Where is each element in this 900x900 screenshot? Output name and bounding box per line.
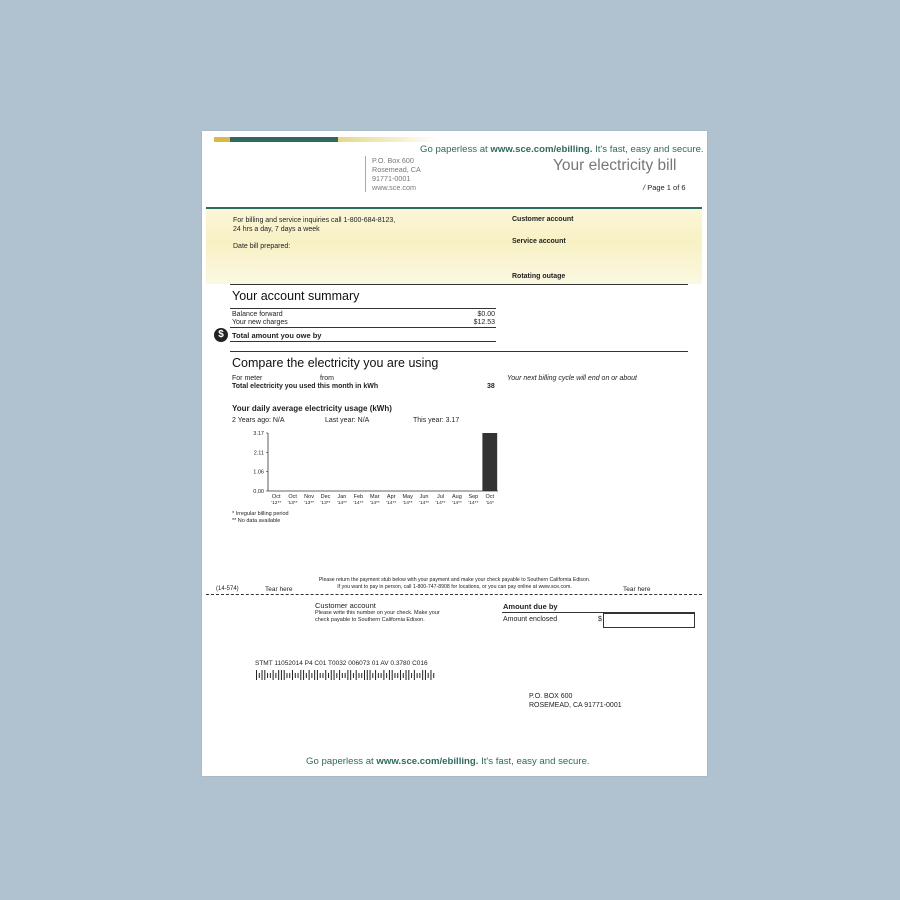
address-line: P.O. Box 600	[372, 156, 414, 165]
x-tick-month: Oct	[271, 494, 281, 500]
barcode-bar	[411, 673, 412, 678]
return-note-line: If you want to pay in person, call 1-800-747-8908 for locations, or you can pay online at www.sce.com.	[337, 583, 572, 590]
total-owe-label: Total amount you owe by	[232, 331, 322, 340]
usage-bar-chart	[230, 429, 500, 511]
x-tick-year: '14**	[386, 501, 397, 506]
barcode-bar	[300, 670, 301, 680]
remit-address-line: ROSEMEAD, CA 91771-0001	[529, 702, 622, 709]
barcode-bar	[383, 670, 384, 680]
y-tick-label: 0.00	[253, 489, 264, 495]
barcode-bar	[370, 670, 371, 680]
remit-address	[529, 692, 622, 710]
barcode-bar	[289, 673, 290, 678]
x-tick-month: Aug	[452, 494, 462, 500]
barcode-bar	[336, 673, 337, 678]
barcode-bar	[286, 673, 287, 678]
barcode-bar	[367, 670, 368, 680]
new-charges-label: Your new charges	[232, 319, 288, 326]
barcode-bar	[303, 670, 304, 680]
barcode-bar	[281, 670, 282, 680]
inquiries-line: For billing and service inquiries call 1-800-684-8123,	[233, 217, 396, 224]
address-divider	[365, 156, 366, 192]
y-tick-label: 2.11	[253, 450, 264, 457]
balance-forward-label: Balance forward	[232, 311, 283, 318]
barcode-bar	[311, 673, 312, 678]
barcode-bar	[322, 673, 323, 678]
balance-forward-value: $0.00	[477, 311, 495, 318]
divider	[230, 351, 688, 352]
barcode-bar	[364, 670, 365, 680]
x-tick-month: Oct	[288, 494, 297, 500]
barcode-bar	[378, 673, 379, 678]
barcode-bar	[417, 673, 418, 678]
barcode-bar	[372, 673, 373, 678]
inquiries-info	[233, 216, 395, 234]
check-note-line: check payable to Southern California Edison.	[315, 616, 425, 623]
address-line: 91771-0001	[372, 174, 411, 183]
barcode-bar	[295, 673, 296, 678]
barcode-bar	[284, 670, 285, 680]
next-cycle-text: Your next billing cycle will end on or about	[507, 375, 637, 382]
x-tick-month: Jan	[337, 494, 347, 500]
bill-page	[202, 131, 707, 776]
barcode-bar	[270, 673, 271, 678]
for-meter-label: For meter	[232, 375, 263, 382]
inquiries-hours: 24 hrs a day, 7 days a week	[233, 226, 320, 233]
x-tick-month: Apr	[386, 494, 396, 500]
divider	[230, 341, 496, 342]
barcode-bar	[381, 673, 382, 678]
paperless-tagline: It's fast, easy and secure.	[478, 756, 590, 767]
x-tick-year: '14**	[419, 501, 430, 506]
this-year: This year: 3.17	[413, 417, 460, 424]
x-tick-month: Dec	[320, 494, 331, 500]
x-tick-year: '14**	[435, 501, 446, 506]
barcode-bar	[264, 670, 265, 680]
barcode-bar	[425, 670, 426, 680]
amount-enclosed-field[interactable]	[603, 613, 695, 628]
barcode-bar	[397, 673, 398, 678]
barcode-bar	[320, 673, 321, 678]
x-tick-year: '13**	[287, 501, 298, 506]
barcode-bar	[275, 673, 276, 678]
x-tick-year: '13**	[304, 501, 315, 506]
divider	[230, 308, 496, 309]
footer-paperless-banner	[306, 756, 590, 767]
barcode-bar	[278, 670, 279, 680]
barcode-bar	[433, 673, 434, 678]
x-tick-month: Sep	[468, 494, 479, 500]
barcode-bar	[345, 673, 346, 678]
barcode-bar	[422, 670, 423, 680]
barcode-bar	[334, 670, 335, 680]
page-info	[643, 183, 686, 192]
x-tick-year: '14**	[336, 501, 347, 506]
new-charges-value: $12.53	[473, 319, 495, 326]
barcode-bar	[353, 673, 354, 678]
usage-chart-title: Your daily average electricity usage (kWh)	[232, 404, 392, 413]
barcode-bar	[347, 670, 348, 680]
barcode-bar	[430, 670, 431, 680]
barcode-bar	[389, 670, 390, 680]
from-label: from	[320, 375, 334, 382]
postal-barcode	[255, 670, 437, 680]
tear-here-left: Tear here	[265, 586, 293, 593]
barcode-bar	[392, 670, 393, 680]
barcode-bar	[403, 673, 404, 678]
barcode-bar	[331, 670, 332, 680]
amount-enclosed-label: Amount enclosed	[503, 616, 558, 623]
paperless-tagline: It's fast, easy and secure.	[592, 144, 704, 155]
x-tick-month: Nov	[304, 494, 314, 500]
barcode-bar	[339, 670, 340, 680]
x-tick-year: '14**	[451, 501, 462, 506]
x-tick-year: '14**	[369, 501, 380, 506]
account-summary-title: Your account summary	[232, 289, 360, 303]
barcode-bar	[325, 670, 326, 680]
address-line: Rosemead, CA	[372, 165, 421, 174]
page-number: Page 1 of 6	[647, 183, 686, 192]
barcode-bar	[394, 673, 395, 678]
service-account-label: Service account	[512, 238, 566, 245]
barcode-bar	[356, 670, 357, 680]
x-tick-year: '14**	[468, 501, 479, 506]
barcode-bar	[273, 670, 274, 680]
stub-customer-account-label: Customer account	[315, 601, 376, 610]
barcode-bar	[317, 670, 318, 680]
tear-here-right: Tear here	[623, 586, 651, 593]
barcode-bar	[298, 673, 299, 678]
barcode-bar	[292, 670, 293, 680]
barcode-bar	[328, 673, 329, 678]
two-years-ago: 2 Years ago: N/A	[232, 417, 285, 424]
return-address	[372, 156, 421, 192]
check-note-line: Please write this number on your check. Make your	[315, 610, 440, 616]
x-tick-month: Jun	[419, 494, 429, 500]
barcode-bar	[267, 673, 268, 678]
rotating-outage-label: Rotating outage	[512, 273, 566, 280]
barcode-bar	[400, 670, 401, 680]
paperless-url[interactable]: www.sce.com/ebilling.	[490, 144, 593, 155]
y-tick-label: 1.06	[253, 469, 264, 476]
address-website: www.sce.com	[372, 183, 416, 192]
page-marker: /	[643, 183, 646, 192]
barcode-bar	[259, 673, 260, 678]
footnote-no-data: ** No data available	[232, 517, 281, 524]
barcode-bar	[342, 673, 343, 678]
barcode-bar	[375, 670, 376, 680]
amount-due-label: Amount due by	[503, 602, 558, 611]
divider	[230, 284, 688, 285]
stmt-code: STMT 11052014 P4 C01 T0032 006073 01 AV 0.3780 C016	[255, 660, 428, 667]
compare-title: Compare the electricity you are using	[232, 356, 439, 370]
check-note	[315, 610, 440, 623]
chart-footnotes	[232, 511, 289, 524]
date-prepared-label: Date bill prepared:	[233, 243, 291, 250]
barcode-bar	[419, 673, 420, 678]
x-tick-year: '13**	[320, 501, 331, 506]
barcode-bar	[386, 673, 387, 678]
x-tick-month: Mar	[370, 494, 380, 500]
customer-account-label: Customer account	[512, 216, 574, 223]
barcode-bar	[314, 670, 315, 680]
total-used-label: Total electricity you used this month in kWh	[232, 383, 379, 390]
x-tick-year: '12**	[271, 501, 282, 506]
remit-address-line: P.O. BOX 600	[529, 693, 573, 700]
y-tick-label: 3.17	[253, 431, 264, 437]
tear-line[interactable]	[206, 594, 702, 595]
barcode-bar	[262, 670, 263, 680]
paperless-text: Go paperless at	[420, 144, 491, 155]
header-color-bar	[214, 137, 439, 142]
x-tick-year: '14*	[485, 501, 494, 506]
bill-title: Your electricity bill	[553, 157, 677, 174]
barcode-bar	[406, 670, 407, 680]
x-tick-year: '14**	[402, 501, 413, 506]
barcode-bar	[358, 673, 359, 678]
total-used-value: 38	[487, 383, 495, 390]
barcode-bar	[309, 670, 310, 680]
form-code: (14-574)	[216, 586, 239, 592]
barcode-bar	[414, 670, 415, 680]
paperless-url[interactable]: www.sce.com/ebilling.	[376, 756, 479, 767]
x-tick-month: Oct	[485, 494, 495, 500]
x-tick-month: Jul	[436, 494, 445, 500]
barcode-bar	[428, 673, 429, 678]
barcode-bar	[361, 673, 362, 678]
divider	[230, 327, 496, 328]
header-paperless-banner	[420, 144, 704, 155]
footnote-irregular: * Irregular billing period	[232, 511, 289, 517]
x-tick-month: Feb	[353, 494, 364, 500]
return-note-line: Please return the payment stub below with your payment and make your check payable to Southern California Edison.	[318, 577, 591, 583]
barcode-bar	[306, 673, 307, 678]
dollar-icon: $	[214, 328, 228, 342]
barcode-bar	[256, 670, 257, 680]
paperless-text: Go paperless at	[306, 756, 377, 767]
barcode-bar	[350, 670, 351, 680]
last-year: Last year: N/A	[325, 417, 370, 424]
x-tick-month: May	[402, 494, 413, 500]
usage-bar	[482, 433, 497, 491]
amount-dollar-sign: $	[598, 616, 602, 623]
x-tick-year: '14**	[353, 501, 364, 506]
barcode-bar	[408, 670, 409, 680]
